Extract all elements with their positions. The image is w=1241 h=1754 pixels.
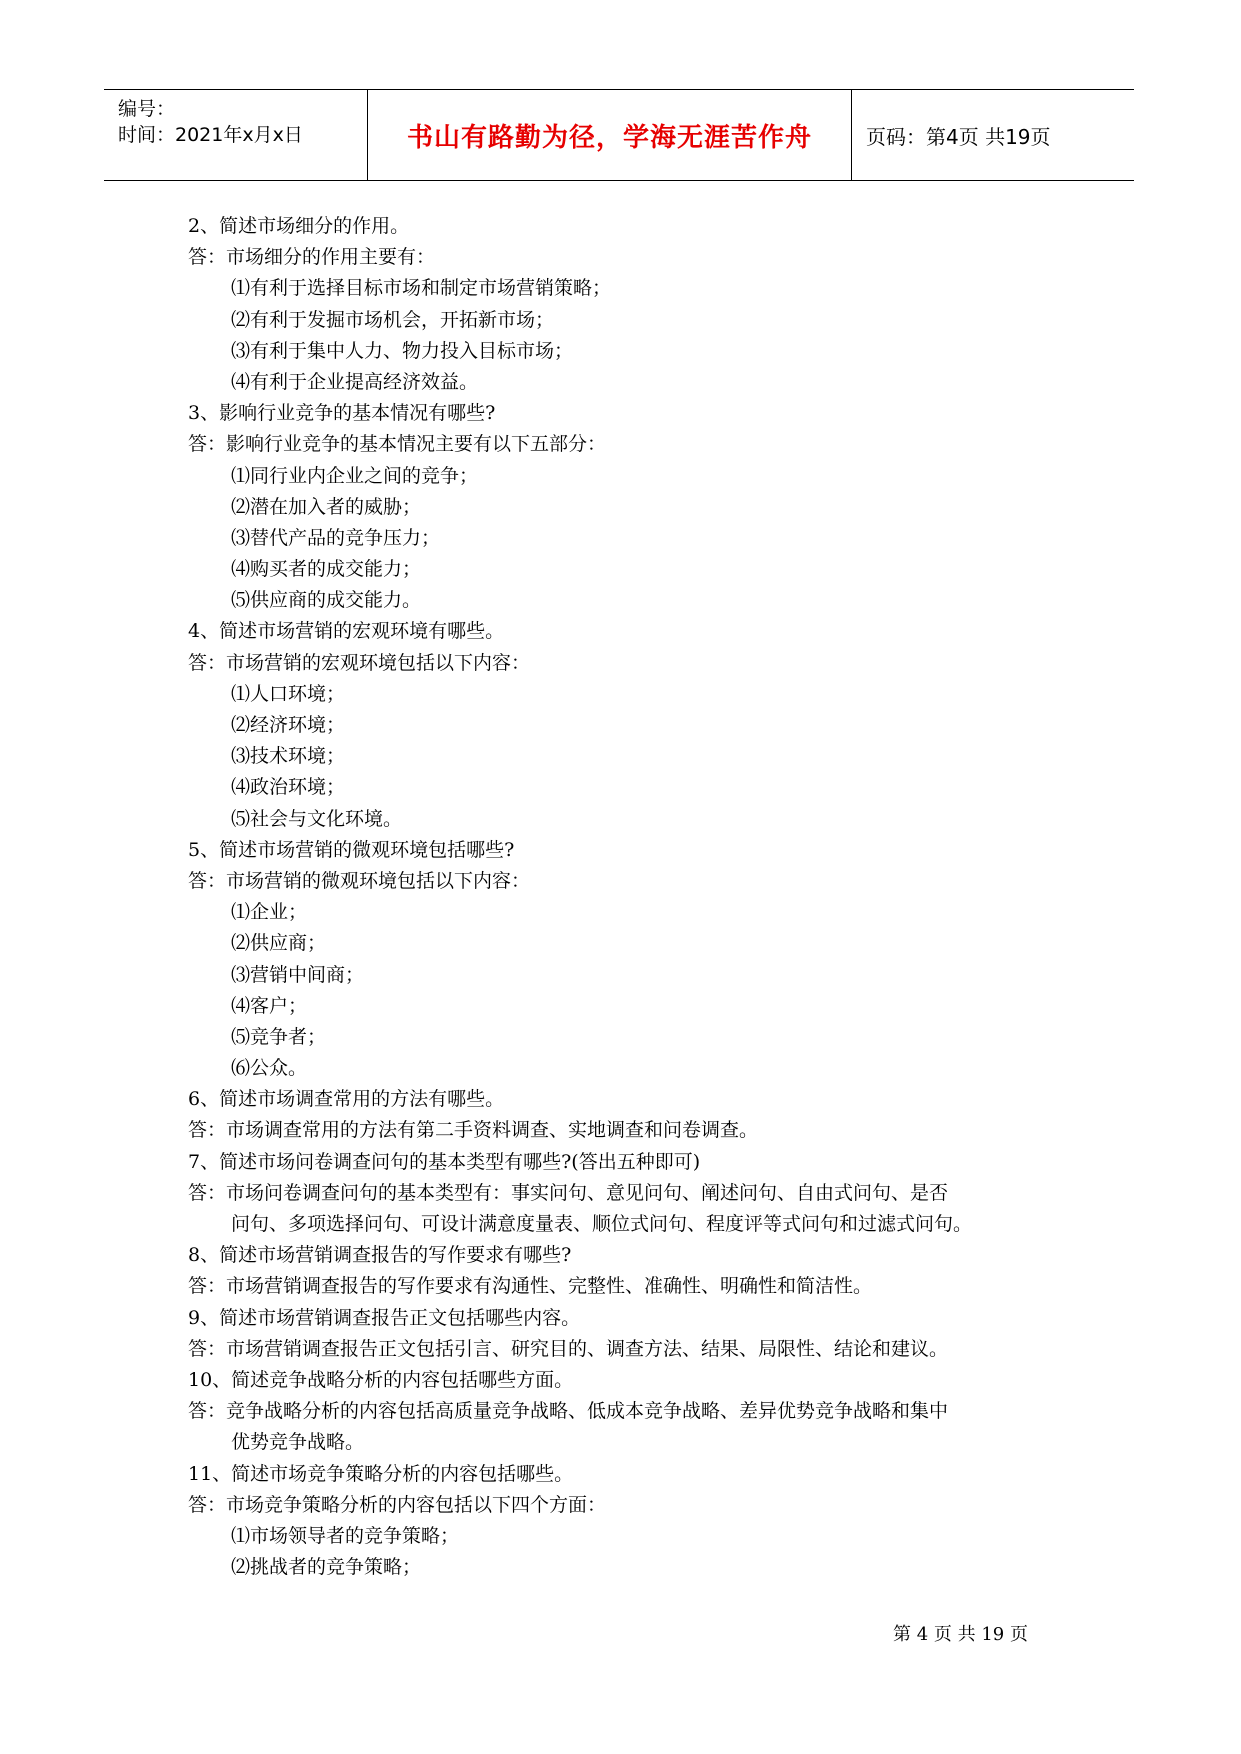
list-item: ⑸供应商的成交能力。 <box>231 589 422 612</box>
answer-continuation-line: 问句、多项选择问句、可设计满意度量表、顺位式问句、程度评等式问句和过滤式问句。 <box>231 1213 973 1235</box>
header-page-number: 页码：第4页 共19页 <box>866 124 1051 149</box>
question-line: 6、简述市场调查常用的方法有哪些。 <box>188 1088 505 1111</box>
list-item: ⑷客户； <box>231 994 308 1017</box>
question-line: 9、简述市场营销调查报告正文包括哪些内容。 <box>188 1306 581 1329</box>
question-line: 3、影响行业竞争的基本情况有哪些? <box>188 402 496 425</box>
answer-line: 答：市场营销的微观环境包括以下内容： <box>188 869 531 892</box>
list-item: ⑶技术环境； <box>231 745 346 768</box>
serial-number-label: 编号： <box>118 98 176 120</box>
answer-line: 答：市场问卷调查问句的基本类型有：事实问句、意见问句、阐述问句、自由式问句、是否 <box>188 1181 949 1204</box>
question-line: 7、简述市场问卷调查问句的基本类型有哪些?(答出五种即可) <box>188 1150 701 1173</box>
list-item: ⑵有利于发掘市场机会，开拓新市场； <box>231 308 555 331</box>
list-item: ⑹公众。 <box>231 1057 308 1080</box>
question-line: 4、简述市场营销的宏观环境有哪些。 <box>188 620 505 643</box>
question-line: 5、简述市场营销的微观环境包括哪些? <box>188 838 515 861</box>
page-footer: 第 4 页 共 19 页 <box>893 1624 1028 1645</box>
list-item: ⑸社会与文化环境。 <box>231 807 403 830</box>
header-motto-cell <box>368 90 852 180</box>
answer-line: 答：市场营销调查报告的写作要求有沟通性、完整性、准确性、明确性和简洁性。 <box>188 1275 873 1298</box>
list-item: ⑴企业； <box>231 901 308 924</box>
list-item: ⑶替代产品的竞争压力； <box>231 526 441 549</box>
question-line: 2、简述市场细分的作用。 <box>188 215 410 237</box>
answer-line: 答：市场营销的宏观环境包括以下内容： <box>188 651 531 674</box>
list-item: ⑴有利于选择目标市场和制定市场营销策略； <box>231 277 612 300</box>
list-item: ⑸竞争者； <box>231 1025 327 1048</box>
document-body <box>188 211 1068 1583</box>
list-item: ⑷有利于企业提高经济效益。 <box>231 370 479 393</box>
question-line: 8、简述市场营销调查报告的写作要求有哪些? <box>188 1244 572 1267</box>
list-item: ⑷政治环境； <box>231 776 346 799</box>
answer-line: 答：竞争战略分析的内容包括高质量竞争战略、低成本竞争战略、差异优势竞争战略和集中 <box>188 1400 949 1423</box>
time-label: 时间：2021年x月x日 <box>118 124 303 146</box>
list-item: ⑵供应商； <box>231 932 327 955</box>
list-item: ⑴人口环境； <box>231 682 346 705</box>
answer-continuation-line: 优势竞争战略。 <box>231 1431 365 1454</box>
list-item: ⑵经济环境； <box>231 714 346 736</box>
header-page-cell <box>852 90 1134 180</box>
list-item: ⑷购买者的成交能力； <box>231 558 422 581</box>
list-item: ⑴同行业内企业之间的竞争； <box>231 464 479 487</box>
answer-line: 答：市场竞争策略分析的内容包括以下四个方面： <box>188 1493 607 1516</box>
list-item: ⑶营销中间商； <box>231 963 365 986</box>
page-header <box>104 89 1134 181</box>
answer-line: 答：市场调查常用的方法有第二手资料调查、实地调查和问卷调查。 <box>188 1119 759 1142</box>
list-item: ⑵潜在加入者的威胁； <box>231 495 422 518</box>
question-line: 11、简述市场竞争策略分析的内容包括哪些。 <box>188 1462 574 1485</box>
list-item: ⑴市场领导者的竞争策略； <box>231 1524 460 1547</box>
answer-line: 答：市场营销调查报告正文包括引言、研究目的、调查方法、结果、局限性、结论和建议。 <box>188 1337 949 1360</box>
list-item: ⑶有利于集中人力、物力投入目标市场； <box>231 339 574 362</box>
question-line: 10、简述竞争战略分析的内容包括哪些方面。 <box>188 1368 574 1391</box>
list-item: ⑵挑战者的竞争策略； <box>231 1556 422 1579</box>
motto-text: 书山有路勤为径，学海无涯苦作舟 <box>406 122 812 153</box>
answer-line: 答：影响行业竞争的基本情况主要有以下五部分： <box>188 433 607 456</box>
answer-line: 答：市场细分的作用主要有： <box>188 246 436 269</box>
header-meta-cell <box>104 90 368 180</box>
